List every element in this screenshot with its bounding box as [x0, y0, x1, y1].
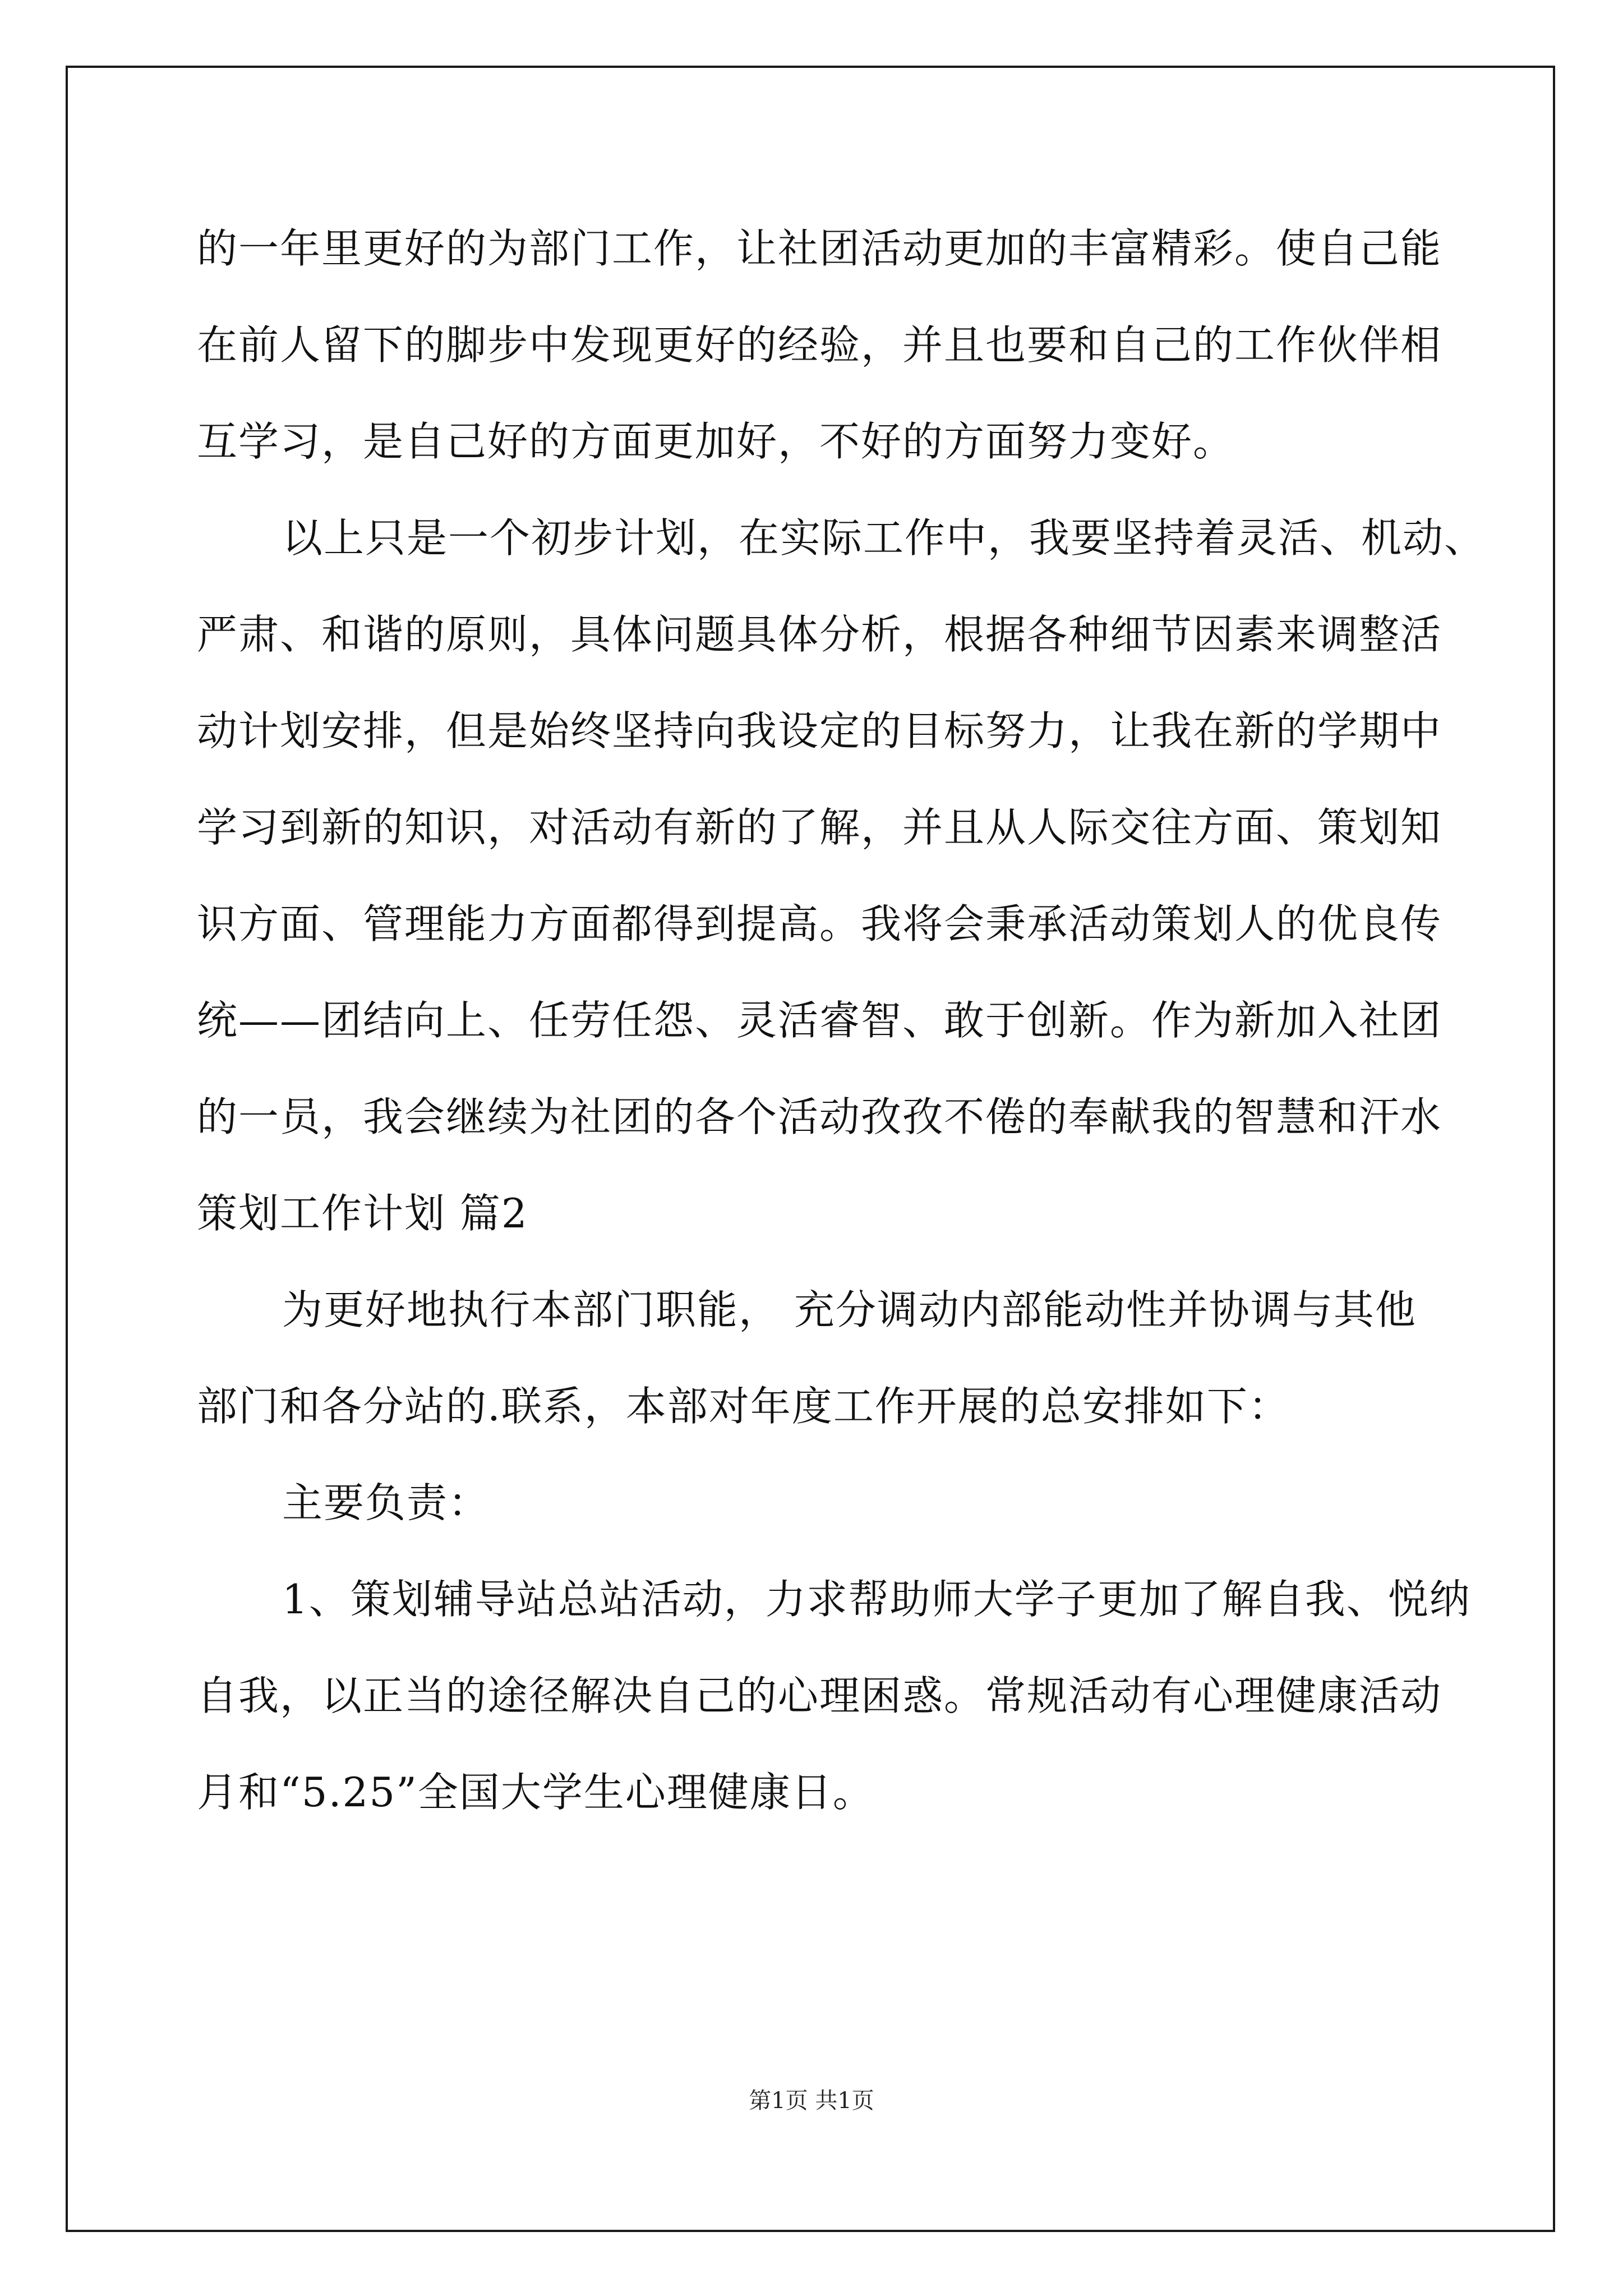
text-line: 严肃、和谐的原则，具体问题具体分析，根据各种细节因素来调整活: [197, 611, 1442, 658]
text-line: 部门和各分站的.联系，本部对年度工作开展的总安排如下：: [197, 1383, 1290, 1430]
text-line: 动计划安排，但是始终坚持向我设定的目标努力，让我在新的学期中: [197, 707, 1442, 754]
text-line: 月和“5.25”全国大学生心理健康日。: [197, 1769, 874, 1816]
text-line: 学习到新的知识，对活动有新的了解，并且从人际交往方面、策划知: [197, 804, 1442, 851]
text-line: 的一员，我会继续为社团的各个活动孜孜不倦的奉献我的智慧和汗水: [197, 1093, 1442, 1140]
text-line: 自我，以正当的途径解决自己的心理困惑。常规活动有心理健康活动: [197, 1672, 1442, 1719]
text-line: 1、策划辅导站总站活动，力求帮助师大学子更加了解自我、悦纳: [282, 1576, 1471, 1623]
section-heading: 策划工作计划 篇2: [197, 1190, 528, 1237]
text-line: 在前人留下的脚步中发现更好的经验，并且也要和自己的工作伙伴相: [197, 321, 1442, 369]
document-body: [197, 220, 1486, 1861]
text-line: 以上只是一个初步计划，在实际工作中，我要坚持着灵活、机动、: [282, 514, 1486, 562]
page-number-footer: 第1页 共1页: [749, 2088, 874, 2114]
text-line: 的一年里更好的为部门工作，让社团活动更加的丰富精彩。使自己能: [197, 225, 1442, 272]
text-line: 主要负责：: [282, 1479, 490, 1526]
text-line: 为更好地执行本部门职能， 充分调动内部能动性并协调与其他: [282, 1286, 1417, 1333]
text-line: 识方面、管理能力方面都得到提高。我将会秉承活动策划人的优良传: [197, 900, 1442, 947]
text-line: 互学习，是自己好的方面更加好，不好的方面努力变好。: [197, 418, 1235, 465]
text-line: 统——团结向上、任劳任怨、灵活睿智、敢于创新。作为新加入社团: [197, 997, 1442, 1044]
